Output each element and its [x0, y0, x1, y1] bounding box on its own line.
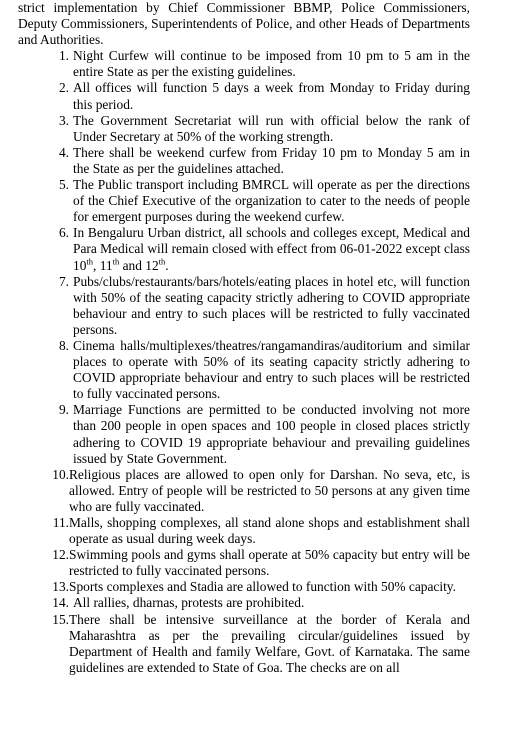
- list-item-15: [18, 612, 470, 676]
- item-text: Malls, shopping complexes, all stand alone shops and establishment shall operate as usual during week days.: [69, 515, 470, 547]
- item-text: Marriage Functions are permitted to be conducted involving not more than 200 people in open spaces and 100 people in closed places strictly adhering to COVID 19 appropriate behaviour and prevailing guidelines issued by State Government.: [73, 402, 470, 466]
- item-text: Night Curfew will continue to be imposed from 10 pm to 5 am in the entire State as per the existing guidelines.: [73, 48, 470, 80]
- item-text-part: In Bengaluru Urban district, all schools and colleges except, Medical and Para Medical will remain closed with effect from 06-01-2022 except class 10: [73, 225, 470, 273]
- item-text: There shall be intensive surveillance at the border of Kerala and Maharashtra as per the prevailing circular/guidelines issued by Department of Health and family Welfare, Govt. of Karnataka. The same guidelines are extended to State of Goa. The checks are on all: [69, 611, 470, 675]
- item-text: Swimming pools and gyms shall operate at 50% capacity but entry will be restricted to fully vaccinated persons.: [69, 547, 470, 579]
- list-item-3: [18, 113, 470, 145]
- item-number: 6.: [58, 225, 69, 241]
- item-number: 9.: [58, 402, 69, 418]
- item-text: Religious places are allowed to open only for Darshan. No seva, etc, is allowed. Entry of people will be restricted to 50 persons at any given time who are fully vaccinated.: [69, 466, 470, 514]
- list-item-2: [18, 80, 470, 112]
- intro-paragraph: strict implementation by Chief Commissioner BBMP, Police Commissioners, Deputy Commissioners, Superintendents of Police, and other Heads of Departments and Authorities.: [18, 0, 470, 48]
- ordinal-suffix: th: [112, 256, 120, 267]
- item-number: 7.: [58, 273, 69, 289]
- list-item-4: [18, 145, 470, 177]
- item-text-part: and 12: [119, 257, 159, 273]
- item-number: 14.: [52, 595, 69, 611]
- list-item-14: [18, 595, 470, 611]
- ordinal-suffix: th: [158, 256, 166, 267]
- item-text-part: , 11: [93, 257, 113, 273]
- item-text-part: .: [165, 257, 169, 273]
- list-item-12: [18, 547, 470, 579]
- item-number: 10.: [52, 466, 69, 482]
- list-item-5: [18, 177, 470, 225]
- item-number: 2.: [58, 80, 69, 96]
- item-text: All rallies, dharnas, protests are prohibited.: [73, 595, 305, 611]
- list-item-10: [18, 467, 470, 515]
- list-item-8: [18, 338, 470, 402]
- item-number: 13.: [52, 579, 69, 595]
- list-item-1: [18, 48, 470, 80]
- item-text: Sports complexes and Stadia are allowed to function with 50% capacity.: [69, 579, 456, 595]
- item-number: 11.: [52, 515, 69, 530]
- item-text: Pubs/clubs/restaurants/bars/hotels/eating places in hotel etc, will function with 50% of the seating capacity strictly adhering to COVID appropriate behaviour and entry to such places will be restricted to fully vaccinated persons.: [73, 273, 470, 337]
- item-text: The Public transport including BMRCL will operate as per the directions of the Chief Executive of the organization to cater to the needs of people for emergent purposes during the weekend curfew.: [73, 177, 470, 225]
- list-item-7: [18, 274, 470, 338]
- item-text: [69, 225, 470, 273]
- item-number: 1.: [58, 48, 69, 64]
- list-item-13: [18, 579, 470, 595]
- item-number: 3.: [58, 112, 69, 128]
- item-number: 15.: [52, 611, 69, 627]
- item-text: All offices will function 5 days a week from Monday to Friday during this period.: [73, 80, 470, 112]
- list-item-9: [18, 402, 470, 466]
- document-page: [18, 0, 470, 676]
- item-text: Cinema halls/multiplexes/theatres/rangamandiras/auditorium and similar places to operate with 50% of its seating capacity strictly adhering to COVID appropriate behaviour and entry to such places will be restricted to fully vaccinated persons.: [73, 337, 470, 402]
- item-text: There shall be weekend curfew from Friday 10 pm to Monday 5 am in the State as per the guidelines attached.: [73, 144, 470, 176]
- guidelines-list: [18, 48, 470, 676]
- list-item-6: [18, 225, 470, 273]
- item-text: The Government Secretariat will run with official below the rank of Under Secretary at 50% of the working strength.: [73, 112, 470, 144]
- item-number: 8.: [58, 337, 69, 353]
- ordinal-suffix: th: [86, 256, 94, 267]
- item-number: 5.: [58, 177, 69, 193]
- list-item-11: [18, 515, 470, 547]
- item-number: 4.: [58, 144, 69, 160]
- item-number: 12.: [52, 547, 69, 563]
